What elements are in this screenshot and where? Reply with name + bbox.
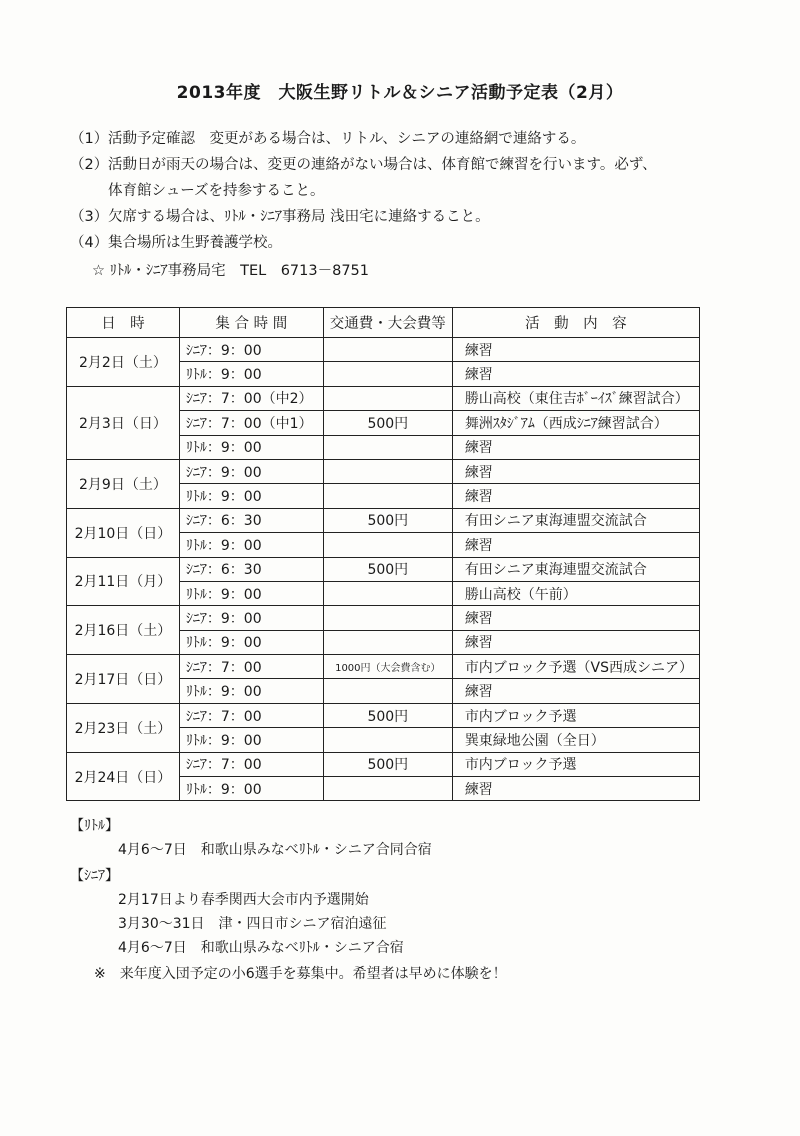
note-number: （2） (70, 157, 109, 173)
activity-cell: 練習 (452, 435, 699, 459)
activity-cell: 勝山高校（午前） (452, 581, 699, 605)
table-row (67, 703, 700, 727)
activity-cell: 練習 (452, 679, 699, 703)
table-row (67, 459, 700, 483)
meet-time-cell: ｼﾆｱ：7：00 (179, 703, 323, 727)
note-item (70, 204, 657, 230)
note-item (70, 230, 657, 256)
date-cell: 2月24日（日） (67, 752, 180, 801)
date-cell: 2月16日（土） (67, 606, 180, 655)
meet-time-cell: ﾘﾄﾙ：9：00 (179, 728, 323, 752)
activity-cell: 市内ブロック予選 (452, 703, 699, 727)
meet-time-cell: ｼﾆｱ：6：30 (179, 508, 323, 532)
activity-cell: 練習 (452, 484, 699, 508)
meet-time-cell: ｼﾆｱ：9：00 (179, 459, 323, 483)
header-activity: 活 動 内 容 (452, 308, 699, 338)
note-number: （1） (70, 131, 109, 147)
date-cell: 2月11日（月） (67, 557, 180, 606)
fee-cell: 500円 (323, 411, 452, 435)
date-cell: 2月17日（日） (67, 655, 180, 704)
table-row (67, 606, 700, 630)
activity-cell: 練習 (452, 459, 699, 483)
fee-cell (323, 679, 452, 703)
note-text: 欠席する場合は、ﾘﾄﾙ・ｼﾆｱ事務局 浅田宅に連絡すること。 (108, 209, 490, 225)
note-number: （3） (70, 209, 109, 225)
meet-time-cell: ｼﾆｱ：7：00（中2） (179, 386, 323, 410)
activity-cell: 有田シニア東海連盟交流試合 (452, 508, 699, 532)
meet-time-cell: ﾘﾄﾙ：9：00 (179, 484, 323, 508)
little-item: 4月6～7日 和歌山県みなべﾘﾄﾙ・シニア合同合宿 (118, 842, 432, 858)
activity-cell: 市内ブロック予選 (452, 752, 699, 776)
activity-cell: 練習 (452, 338, 699, 362)
activity-cell: 練習 (452, 630, 699, 654)
fee-cell (323, 386, 452, 410)
meet-time-cell: ﾘﾄﾙ：9：00 (179, 777, 323, 801)
footer-notes (70, 812, 507, 986)
fee-cell: 500円 (323, 508, 452, 532)
table-row (67, 752, 700, 776)
table-row (67, 655, 700, 679)
fee-cell (323, 581, 452, 605)
table-row (67, 386, 700, 410)
fee-cell: 500円 (323, 557, 452, 581)
note-number: （4） (70, 235, 109, 251)
fee-cell (323, 362, 452, 386)
note-text: 集合場所は生野養護学校。 (108, 235, 282, 251)
fee-cell (323, 777, 452, 801)
meet-time-cell: ﾘﾄﾙ：9：00 (179, 679, 323, 703)
fee-cell (323, 728, 452, 752)
meet-time-cell: ｼﾆｱ：6：30 (179, 557, 323, 581)
fee-cell (323, 484, 452, 508)
fee-cell (323, 606, 452, 630)
activity-cell: 練習 (452, 777, 699, 801)
meet-time-cell: ｼﾆｱ：7：00 (179, 655, 323, 679)
activity-cell: 練習 (452, 606, 699, 630)
little-heading: 【ﾘﾄﾙ】 (70, 818, 119, 834)
note-text: 活動予定確認 変更がある場合は、リトル、シニアの連絡網で連絡する。 (108, 131, 586, 147)
header-meet-time: 集 合 時 間 (179, 308, 323, 338)
senior-item: 2月17日より春季関西大会市内予選開始 (118, 892, 369, 908)
header-fee: 交通費・大会費等 (323, 308, 452, 338)
activity-cell: 舞洲ｽﾀｼﾞｱﾑ（西成ｼﾆｱ練習試合） (452, 411, 699, 435)
notes-list (70, 126, 657, 284)
activity-cell: 有田シニア東海連盟交流試合 (452, 557, 699, 581)
meet-time-cell: ﾘﾄﾙ：9：00 (179, 435, 323, 459)
note-item (70, 126, 657, 152)
fee-cell: 500円 (323, 752, 452, 776)
fee-cell (323, 533, 452, 557)
senior-item: 4月6～7日 和歌山県みなべﾘﾄﾙ・シニア合宿 (118, 940, 404, 956)
table-row (67, 508, 700, 532)
page-title: 2013年度 大阪生野リトル＆シニア活動予定表（2月） (176, 83, 624, 103)
activity-cell: 練習 (452, 533, 699, 557)
header-date: 日 時 (67, 308, 180, 338)
date-cell: 2月23日（土） (67, 703, 180, 752)
activity-cell: 勝山高校（東住吉ﾎﾞｰｲｽﾞ練習試合） (452, 386, 699, 410)
fee-cell (323, 435, 452, 459)
fee-cell (323, 459, 452, 483)
contact-line: ☆ ﾘﾄﾙ・ｼﾆｱ事務局宅 TEL 6713－8751 (92, 263, 370, 279)
table-row (67, 557, 700, 581)
schedule-table (66, 307, 700, 801)
fee-cell (323, 630, 452, 654)
meet-time-cell: ｼﾆｱ：7：00（中1） (179, 411, 323, 435)
fee-cell (323, 338, 452, 362)
note-text: 活動日が雨天の場合は、変更の連絡がない場合は、体育館で練習を行います。必ず、 (108, 157, 657, 173)
meet-time-cell: ｼﾆｱ：9：00 (179, 338, 323, 362)
senior-heading: 【ｼﾆｱ】 (70, 868, 119, 884)
table-header-row (67, 308, 700, 338)
activity-cell: 市内ブロック予選（VS西成シニア） (452, 655, 699, 679)
recruit-note: ※ 来年度入団予定の小6選手を募集中。希望者は早めに体験を！ (94, 966, 507, 982)
meet-time-cell: ｼﾆｱ：7：00 (179, 752, 323, 776)
table-row (67, 338, 700, 362)
meet-time-cell: ﾘﾄﾙ：9：00 (179, 581, 323, 605)
date-cell: 2月10日（日） (67, 508, 180, 557)
fee-cell: 500円 (323, 703, 452, 727)
meet-time-cell: ﾘﾄﾙ：9：00 (179, 533, 323, 557)
senior-item: 3月30～31日 津・四日市シニア宿泊遠征 (118, 916, 387, 932)
table-body (67, 338, 700, 801)
fee-cell: 1000円（大会費含む） (323, 655, 452, 679)
note-text-continued: 体育館シューズを持参すること。 (108, 183, 325, 199)
date-cell: 2月3日（日） (67, 386, 180, 459)
meet-time-cell: ﾘﾄﾙ：9：00 (179, 362, 323, 386)
note-item (70, 152, 657, 178)
date-cell: 2月2日（土） (67, 338, 180, 387)
activity-cell: 練習 (452, 362, 699, 386)
activity-cell: 巽東緑地公園（全日） (452, 728, 699, 752)
meet-time-cell: ﾘﾄﾙ：9：00 (179, 630, 323, 654)
date-cell: 2月9日（土） (67, 459, 180, 508)
meet-time-cell: ｼﾆｱ：9：00 (179, 606, 323, 630)
